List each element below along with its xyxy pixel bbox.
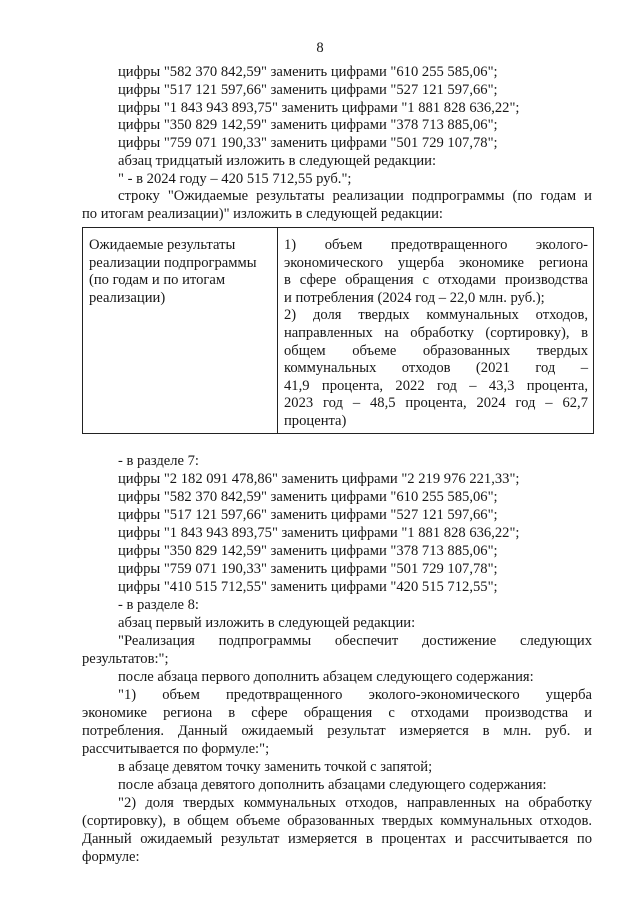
expected-results-table bbox=[82, 227, 594, 434]
right-cell-line: направленных на обработку (сортировку), в bbox=[284, 324, 588, 341]
volume-line-1: "1) объем предотвращенного эколого-экономического ущерба bbox=[118, 687, 592, 703]
right-cell-line: в сфере обращения с отходами производства bbox=[284, 272, 588, 289]
right-cell-line: и потребления (2024 год – 22,0 млн. руб.); bbox=[284, 289, 545, 306]
right-cell-line: 41,9 процента, 2022 год – 43,3 процента, bbox=[284, 377, 588, 394]
page-number: 8 bbox=[316, 40, 324, 56]
amendment-line: цифры "582 370 842,59" заменить цифрами "610 255 585,06"; bbox=[118, 489, 498, 505]
volume-line-4: рассчитывается по формуле:"; bbox=[82, 741, 270, 757]
realization-line-1: "Реализация подпрограммы обеспечит достижение следующих bbox=[118, 633, 592, 649]
table-left-cell bbox=[83, 228, 278, 434]
amendment-line: цифры "350 829 142,59" заменить цифрами "378 713 885,06"; bbox=[118, 117, 498, 133]
share-line-1: "2) доля твердых коммунальных отходов, направленных на обработку bbox=[118, 795, 592, 811]
after-ninth-paragraph: после абзаца девятого дополнить абзацами следующего содержания: bbox=[118, 777, 547, 793]
right-cell-line: экономического ущерба экономике региона bbox=[284, 254, 588, 271]
section-8-heading: - в разделе 8: bbox=[118, 597, 199, 613]
row-intro-line-2: по итогам реализации)" изложить в следующей редакции: bbox=[82, 206, 443, 222]
left-cell-line: реализации подпрограммы bbox=[89, 254, 257, 271]
row-intro-line-1: строку "Ожидаемые результаты реализации подпрограммы (по годам и bbox=[118, 188, 592, 204]
left-cell-line: Ожидаемые результаты bbox=[89, 237, 236, 253]
amendment-line: цифры "350 829 142,59" заменить цифрами "378 713 885,06"; bbox=[118, 543, 498, 559]
amendment-line: цифры "759 071 190,33" заменить цифрами "501 729 107,78"; bbox=[118, 135, 498, 151]
share-line-3: Данный ожидаемый результат измеряется в процентах и рассчитывается по bbox=[82, 831, 592, 847]
section-7-heading: - в разделе 7: bbox=[118, 453, 199, 469]
amendment-line: абзац тридцатый изложить в следующей редакции: bbox=[118, 153, 437, 169]
right-cell-line: коммунальных отходов (2021 год – bbox=[284, 360, 588, 377]
right-cell-line: 2) доля твердых коммунальных отходов, bbox=[284, 307, 588, 324]
right-cell-line: общем объеме образованных твердых bbox=[284, 342, 588, 359]
realization-line-2: результатов:"; bbox=[82, 651, 169, 667]
volume-line-3: потребления. Данный ожидаемый результат измеряется в млн. руб. и bbox=[82, 723, 592, 739]
right-cell-line: процента) bbox=[284, 412, 347, 429]
left-cell-line: (по годам и по итогам bbox=[89, 272, 226, 289]
left-cell-line: реализации) bbox=[89, 289, 166, 306]
share-line-2: (сортировку), в общем объеме образованных твердых коммунальных отходов. bbox=[82, 813, 592, 829]
right-cell-line: 1) объем предотвращенного эколого- bbox=[284, 237, 588, 253]
amendment-line: абзац первый изложить в следующей редакции: bbox=[118, 615, 416, 631]
amendment-line: цифры "1 843 943 893,75" заменить цифрами "1 881 828 636,22"; bbox=[118, 100, 520, 116]
ninth-paragraph-instruction: в абзаце девятом точку заменить точкой с запятой; bbox=[118, 759, 433, 775]
volume-line-2: экономике региона в сфере обращения с отходами производства и bbox=[82, 705, 592, 721]
amendment-line: цифры "410 515 712,55" заменить цифрами "420 515 712,55"; bbox=[118, 579, 498, 595]
share-line-4: формуле: bbox=[82, 849, 140, 865]
table-row bbox=[83, 228, 594, 434]
amendment-line: цифры "759 071 190,33" заменить цифрами "501 729 107,78"; bbox=[118, 561, 498, 577]
amendment-line: цифры "517 121 597,66" заменить цифрами "527 121 597,66"; bbox=[118, 507, 498, 523]
amendment-line: цифры "1 843 943 893,75" заменить цифрами "1 881 828 636,22"; bbox=[118, 525, 520, 541]
amendment-line: цифры "2 182 091 478,86" заменить цифрами "2 219 976 221,33"; bbox=[118, 471, 520, 487]
amendment-line: цифры "582 370 842,59" заменить цифрами "610 255 585,06"; bbox=[118, 64, 498, 80]
table-right-cell bbox=[278, 228, 594, 434]
amendment-line: " - в 2024 году – 420 515 712,55 руб."; bbox=[118, 171, 352, 187]
amendment-line: цифры "517 121 597,66" заменить цифрами "527 121 597,66"; bbox=[118, 82, 498, 98]
right-cell-line: 2023 год – 48,5 процента, 2024 год – 62,7 bbox=[284, 395, 588, 412]
after-first-paragraph: после абзаца первого дополнить абзацем следующего содержания: bbox=[118, 669, 534, 685]
